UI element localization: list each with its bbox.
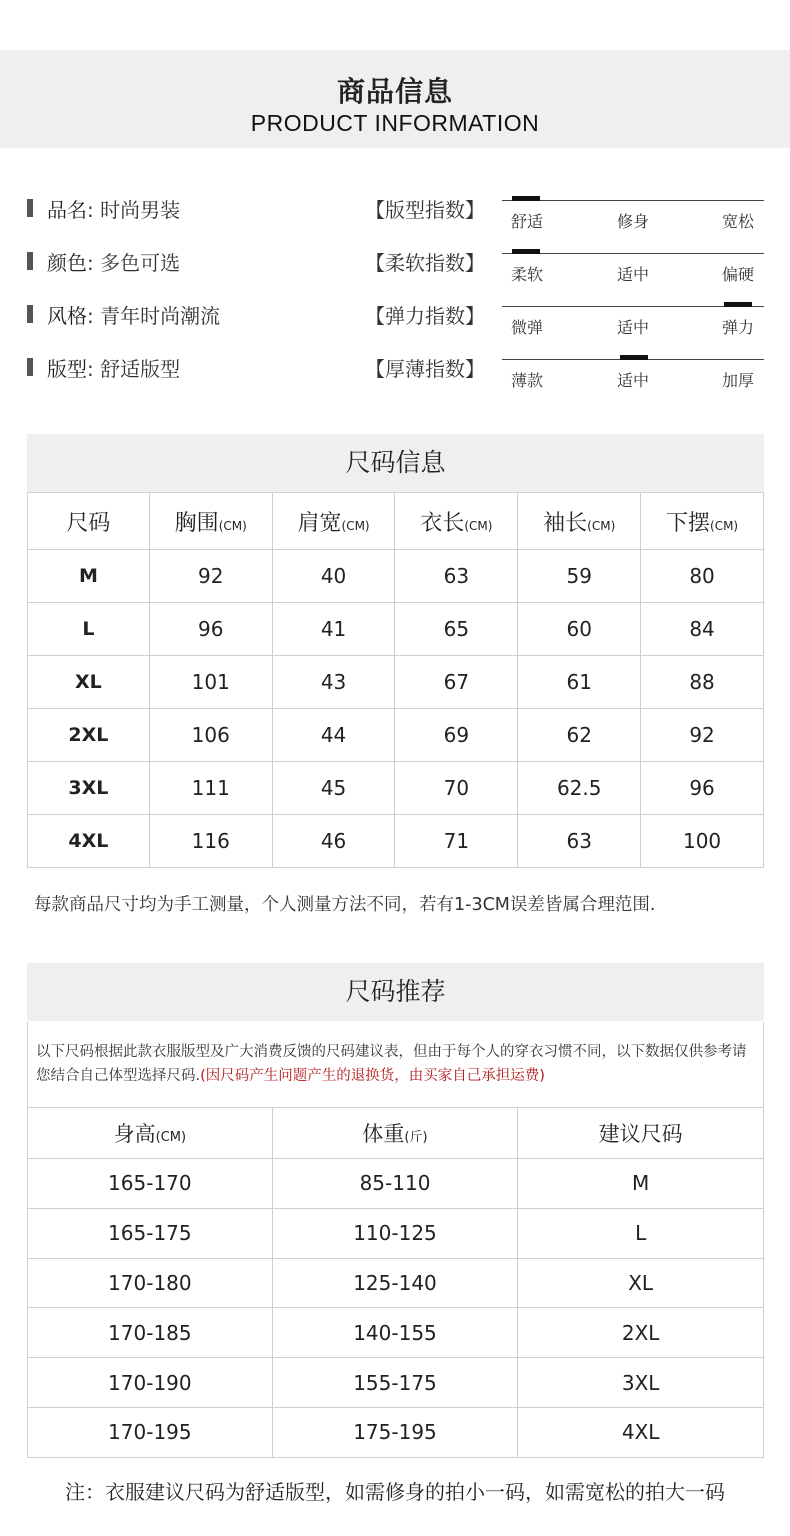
table-cell: 140-155	[272, 1308, 518, 1358]
table-header: 袖长(CM)	[518, 493, 641, 550]
table-cell: 3XL	[28, 762, 150, 815]
page-subtitle: PRODUCT INFORMATION	[250, 110, 540, 136]
scale-label: 舒适	[511, 212, 544, 231]
index-label: 【厚薄指数】	[365, 357, 485, 381]
attribute-text: 颜色: 多色可选	[47, 251, 181, 275]
table-cell: XL	[518, 1258, 764, 1308]
scale-label: 偏硬	[722, 265, 755, 284]
size-rec-table	[27, 1107, 764, 1458]
table-cell: 2XL	[28, 709, 150, 762]
table-cell: 63	[395, 550, 518, 603]
table-cell: 45	[272, 762, 395, 815]
attribute-bullet	[27, 252, 33, 270]
index-scale	[502, 351, 764, 395]
table-header: 体重(斤)	[272, 1108, 518, 1159]
table-cell: 170-190	[28, 1358, 273, 1408]
table-cell: 62	[518, 709, 641, 762]
scale-label: 弹力	[722, 318, 755, 337]
table-cell: 110-125	[272, 1208, 518, 1258]
table-cell: 84	[641, 603, 764, 656]
table-cell: L	[518, 1208, 764, 1258]
scale-label: 适中	[617, 371, 650, 390]
attribute-bullet	[27, 358, 33, 376]
table-cell: 63	[518, 815, 641, 868]
table-cell: 125-140	[272, 1258, 518, 1308]
attribute-row	[27, 192, 767, 231]
table-cell: 59	[518, 550, 641, 603]
table-cell: 101	[149, 656, 272, 709]
scale-line	[502, 253, 764, 254]
table-cell: 100	[641, 815, 764, 868]
table-cell: 96	[641, 762, 764, 815]
table-cell: 62.5	[518, 762, 641, 815]
scale-label: 柔软	[511, 265, 544, 284]
table-cell: 69	[395, 709, 518, 762]
table-row	[28, 603, 764, 656]
table-cell: 170-185	[28, 1308, 273, 1358]
scale-label: 修身	[617, 212, 650, 231]
scale-marker	[724, 302, 752, 307]
table-cell: 155-175	[272, 1358, 518, 1408]
table-cell: 92	[641, 709, 764, 762]
table-cell: 41	[272, 603, 395, 656]
size-table	[27, 492, 764, 868]
attribute-text: 风格: 青年时尚潮流	[47, 304, 221, 328]
table-row	[28, 1159, 764, 1209]
size-info-title: 尺码信息	[27, 434, 764, 492]
size-rec-intro	[27, 1022, 764, 1107]
table-cell: 61	[518, 656, 641, 709]
index-scale	[502, 192, 764, 236]
table-cell: 46	[272, 815, 395, 868]
scale-label: 微弹	[511, 318, 544, 337]
table-row	[28, 709, 764, 762]
table-cell: 2XL	[518, 1308, 764, 1358]
index-label: 【版型指数】	[365, 198, 485, 222]
table-header: 肩宽(CM)	[272, 493, 395, 550]
attribute-row	[27, 351, 767, 390]
size-rec-title: 尺码推荐	[27, 963, 764, 1021]
index-scale	[502, 245, 764, 289]
table-cell: 88	[641, 656, 764, 709]
table-row	[28, 815, 764, 868]
table-cell: 67	[395, 656, 518, 709]
table-row	[28, 1308, 764, 1358]
table-cell: 44	[272, 709, 395, 762]
table-header: 建议尺码	[518, 1108, 764, 1159]
table-cell: 40	[272, 550, 395, 603]
table-cell: 3XL	[518, 1358, 764, 1408]
scale-line	[502, 200, 764, 201]
intro-warning: (因尺码产生问题产生的退换货，由买家自己承担运费)	[200, 1068, 545, 1084]
scale-label: 加厚	[722, 371, 755, 390]
index-label: 【弹力指数】	[365, 304, 485, 328]
table-cell: 4XL	[28, 815, 150, 868]
attribute-bullet	[27, 199, 33, 217]
table-header: 身高(CM)	[28, 1108, 273, 1159]
scale-label: 适中	[617, 265, 650, 284]
attribute-bullet	[27, 305, 33, 323]
table-cell: M	[28, 550, 150, 603]
table-cell: 43	[272, 656, 395, 709]
measurement-note: 每款商品尺寸均为手工测量，个人测量方法不同，若有1-3CM误差皆属合理范围.	[34, 895, 656, 915]
section-header	[0, 50, 790, 148]
table-row	[28, 762, 764, 815]
table-cell: 170-195	[28, 1407, 273, 1457]
table-header: 尺码	[28, 493, 150, 550]
fit-note: 注：衣服建议尺码为舒适版型，如需修身的拍小一码，如需宽松的拍大一码	[65, 1480, 725, 1504]
table-row	[28, 550, 764, 603]
table-cell: 96	[149, 603, 272, 656]
table-cell: 85-110	[272, 1159, 518, 1209]
table-cell: XL	[28, 656, 150, 709]
scale-marker	[512, 249, 540, 254]
table-cell: 116	[149, 815, 272, 868]
table-header-row	[28, 493, 764, 550]
table-cell: 4XL	[518, 1407, 764, 1457]
table-header-row	[28, 1108, 764, 1159]
table-cell: L	[28, 603, 150, 656]
table-cell: M	[518, 1159, 764, 1209]
page-title: 商品信息	[336, 75, 453, 108]
attribute-text: 版型: 舒适版型	[47, 357, 181, 381]
table-cell: 106	[149, 709, 272, 762]
index-label: 【柔软指数】	[365, 251, 485, 275]
attribute-row	[27, 298, 767, 337]
table-row	[28, 1358, 764, 1408]
table-cell: 80	[641, 550, 764, 603]
table-cell: 71	[395, 815, 518, 868]
table-cell: 175-195	[272, 1407, 518, 1457]
table-row	[28, 1407, 764, 1457]
table-cell: 170-180	[28, 1258, 273, 1308]
table-header: 胸围(CM)	[149, 493, 272, 550]
table-cell: 65	[395, 603, 518, 656]
scale-marker	[512, 196, 540, 201]
scale-label: 适中	[617, 318, 650, 337]
table-header: 下摆(CM)	[641, 493, 764, 550]
table-header: 衣长(CM)	[395, 493, 518, 550]
table-cell: 70	[395, 762, 518, 815]
table-cell: 92	[149, 550, 272, 603]
table-row	[28, 656, 764, 709]
table-row	[28, 1258, 764, 1308]
intro-text: 以下尺码根据此款衣服版型及广大消费反馈的尺码建议表，但由于每个人的穿衣习惯不同，以下数据仅供参考请您结合自己体型选择尺码.	[36, 1044, 747, 1084]
table-cell: 165-175	[28, 1208, 273, 1258]
scale-label: 宽松	[722, 212, 755, 231]
table-cell: 60	[518, 603, 641, 656]
table-row	[28, 1208, 764, 1258]
index-scale	[502, 298, 764, 342]
scale-label: 薄款	[511, 371, 544, 390]
table-cell: 165-170	[28, 1159, 273, 1209]
attribute-text: 品名: 时尚男装	[47, 198, 181, 222]
table-cell: 111	[149, 762, 272, 815]
attribute-row	[27, 245, 767, 284]
scale-marker	[620, 355, 648, 360]
